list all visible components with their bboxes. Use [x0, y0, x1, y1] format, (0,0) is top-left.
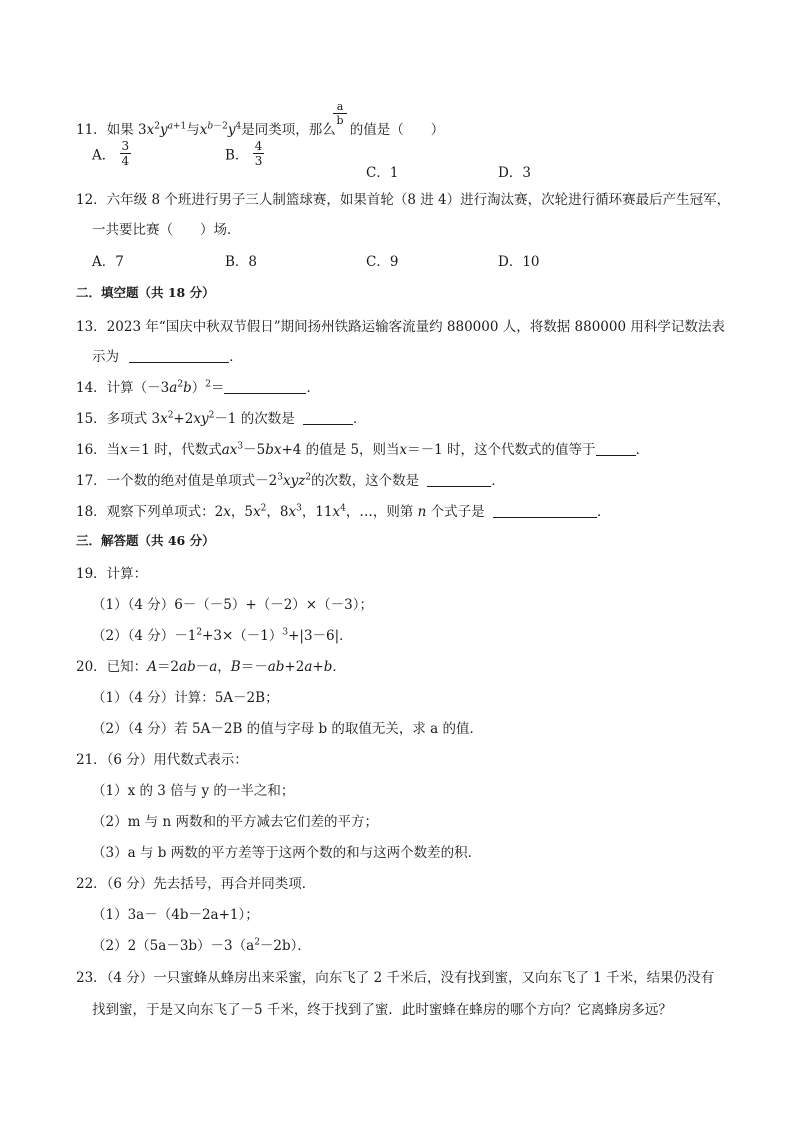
question-12-line2: 一共要比赛（ ）场．: [92, 222, 241, 238]
question-21-part2: （2）m 与 n 两数和的平方减去它们差的平方；: [92, 814, 378, 830]
question-19-part2: （2）（4 分）$-1^2+3\times(-1)^3+|3-6|$．: [92, 627, 353, 644]
question-22-part1: （1）3a－（4b－2a+1）；: [92, 907, 259, 923]
answer-blank[interactable]: [596, 443, 636, 456]
section-answer-heading: 三．解答题（共 46 分）: [76, 533, 215, 548]
question-12-line1: 12．六年级 8 个班进行男子三人制篮球赛，如果首轮（8 进 4）进行淘汰赛，次轮进行循环赛最后产生冠军，: [76, 192, 731, 208]
question-20-part1: （1）（4 分）计算：5A－2B；: [92, 690, 279, 706]
question-22-part2: $(2)2(5a-3b)-3(a^2-2b)$．: [92, 937, 311, 954]
q11-option-b: B． $\frac{4}{3}$: [225, 139, 263, 168]
question-11: 11．如果 $3x^2y^{a+1}$与$x^{b-2}y^4$是同类项，那么 的值是（ ）: [76, 121, 445, 138]
question-23-line2: 找到蜜，于是又向东飞了－5 千米，终于找到了蜜．此时蜜蜂在蜂房的哪个方向？它离蜂房多远？: [92, 1002, 672, 1018]
q11-option-d: D．3: [498, 165, 531, 181]
question-21-part1: （1）x 的 3 倍与 y 的一半之和；: [92, 783, 295, 799]
q11-option-a: A． $\frac{3}{4}$: [92, 139, 130, 168]
q12-option-d: D．10: [498, 254, 540, 270]
q12-option-c: C．9: [366, 254, 399, 270]
fraction-a-over-b: $\frac{a}{b}$: [333, 101, 347, 126]
question-20-title: 20．已知：A＝2ab－a，B＝－ab+2a+b．: [76, 659, 346, 675]
question-21-part3: （3）a 与 b 两数的平方差等于这两个数的和与这两个数差的积．: [92, 845, 482, 861]
question-20-part2: （2）（4 分）若 5A－2B 的值与字母 b 的取值无关，求 a 的值．: [92, 721, 484, 737]
section-fill-in-heading: 二．填空题（共 18 分）: [76, 285, 215, 300]
question-21-title: 21．（6 分）用代数式表示：: [76, 752, 248, 768]
question-23-line1: 23．（4 分）一只蜜蜂从蜂房出来采蜜，向东飞了 2 千米后，没有找到蜜，又向东飞了 1 千米，结果仍没有: [76, 970, 715, 986]
question-17: 17．一个数的绝对值是单项式$-2^3xyz^2$的次数，这个数是 ．: [76, 472, 505, 489]
q11-option-c: C．1: [366, 165, 399, 181]
question-18: 18．观察下列单项式：2x，$5x^2$，$8x^3$，$11x^4$，…，则第 n 个式子是 ．: [76, 503, 611, 520]
question-13-line1: 13．2023 年“国庆中秋双节假日”期间扬州铁路运输客流量约 880000 人，将数据 880000 用科学记数法表: [76, 319, 725, 335]
q12-option-a: A．7: [92, 254, 124, 270]
question-16: 16．当x＝1 时，代数式$ax^3-5bx+4$ 的值是 5，则当x＝－1 时，这个代数式的值等于 ．: [76, 441, 650, 458]
question-14: 14．计算$(-3a^2b)^2=$ ．: [76, 379, 320, 396]
question-19-title: 19．计算：: [76, 566, 148, 582]
question-22-title: 22．（6 分）先去括号，再合并同类项．: [76, 876, 316, 892]
answer-blank[interactable]: [493, 505, 597, 518]
answer-blank[interactable]: [129, 350, 229, 363]
question-15: 15．多项式 $3x^2+2xy^2-1$ 的次数是 ．: [76, 410, 367, 427]
q12-option-b: B．8: [225, 254, 258, 270]
answer-blank[interactable]: [224, 381, 306, 394]
answer-blank[interactable]: [427, 474, 491, 487]
answer-blank[interactable]: [303, 412, 353, 425]
question-13-line2: 示为 ．: [92, 349, 243, 365]
question-19-part1: （1）（4 分）6－（－5）+（－2）×（－3）；: [92, 597, 373, 613]
